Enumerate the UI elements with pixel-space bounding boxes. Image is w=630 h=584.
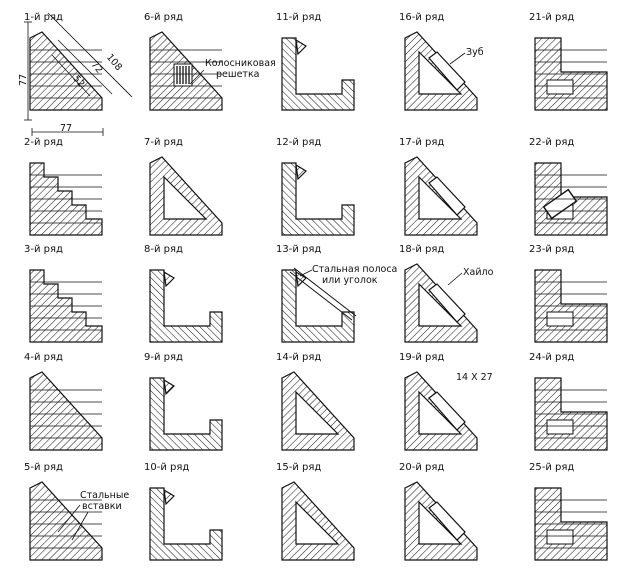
flue-opening — [547, 530, 573, 544]
row-plan — [144, 352, 222, 450]
row-plan — [144, 244, 222, 342]
row-plan — [399, 462, 477, 560]
corner-stub — [164, 490, 174, 504]
row-label: 12-й ряд — [276, 137, 322, 148]
strip-line-1: Стальная полоса — [312, 264, 398, 275]
corner-stub — [164, 272, 174, 286]
row-plan — [144, 462, 222, 560]
row-label: 11-й ряд — [276, 12, 322, 23]
row-plan — [24, 352, 102, 450]
row-label: 23-й ряд — [529, 244, 575, 255]
row-plan — [529, 462, 607, 560]
row-label: 15-й ряд — [276, 462, 322, 473]
grate-line-1: Колосниковая — [205, 58, 276, 69]
flue-opening — [547, 80, 573, 94]
row-plan — [276, 244, 356, 342]
brick-mass — [150, 270, 222, 342]
row-plan — [399, 352, 477, 450]
row-plan — [399, 137, 477, 235]
row-plan — [24, 244, 102, 342]
dim-height: 77 — [18, 73, 29, 86]
steel-strip-annotation — [312, 264, 397, 286]
row-plan — [529, 352, 607, 450]
row-label: 14-й ряд — [276, 352, 322, 363]
corner-stub — [164, 380, 174, 394]
row-label: 6-й ряд — [144, 12, 183, 23]
row-plan — [399, 244, 477, 342]
row-label: 4-й ряд — [24, 352, 63, 363]
steel-inserts-annotation — [80, 490, 129, 512]
dim-width: 77 — [60, 123, 73, 134]
row-plan — [24, 12, 105, 110]
brick-mass — [282, 482, 354, 560]
corner-stub — [296, 40, 306, 54]
row-plan — [144, 137, 222, 235]
grate-annotation — [205, 58, 276, 80]
row-label: 8-й ряд — [144, 244, 183, 255]
row-label: 3-й ряд — [24, 244, 63, 255]
row-label: 10-й ряд — [144, 462, 190, 473]
dim-diag-108: 108 — [103, 52, 125, 74]
row-label: 20-й ряд — [399, 462, 445, 473]
brick-mass — [150, 488, 222, 560]
brick-mass — [282, 372, 354, 450]
row-label: 1-й ряд — [24, 12, 63, 23]
row-plan — [529, 12, 607, 110]
row-label: 21-й ряд — [529, 12, 575, 23]
row-plan — [276, 352, 354, 450]
row-plan — [276, 137, 354, 235]
row-label: 9-й ряд — [144, 352, 183, 363]
corner-stub — [296, 165, 306, 179]
row-label: 5-й ряд — [24, 462, 63, 473]
dim-diag-52: 52 — [70, 73, 87, 90]
row-label: 24-й ряд — [529, 352, 575, 363]
grate-line-2: решетка — [216, 69, 260, 80]
row-plan — [24, 137, 102, 235]
row-label: 18-й ряд — [399, 244, 445, 255]
brick-mass — [150, 378, 222, 450]
flue-opening — [547, 420, 573, 434]
row-label: 17-й ряд — [399, 137, 445, 148]
brick-mass — [282, 163, 354, 235]
size-annotation: 14 X 27 — [456, 372, 493, 383]
inserts-line-2: вставки — [82, 501, 122, 512]
brick-mass — [150, 157, 222, 235]
row-label: 7-й ряд — [144, 137, 183, 148]
row-plan — [276, 462, 354, 560]
inserts-line-1: Стальные — [80, 490, 130, 501]
row-label: 22-й ряд — [529, 137, 575, 148]
tooth-annotation: Зуб — [466, 47, 484, 58]
throat-annotation: Хайло — [463, 267, 494, 278]
row-plan — [529, 137, 607, 235]
flue-opening — [547, 312, 573, 326]
row-plan — [399, 12, 477, 110]
strip-line-2: или уголок — [322, 275, 378, 286]
row-label: 19-й ряд — [399, 352, 445, 363]
dim-diag-72: 72 — [88, 59, 105, 76]
row-label: 16-й ряд — [399, 12, 445, 23]
row-label: 25-й ряд — [529, 462, 575, 473]
row-plan — [529, 244, 607, 342]
row-plan — [276, 12, 354, 110]
brick-mass — [282, 38, 354, 110]
row-label: 2-й ряд — [24, 137, 63, 148]
row-label: 13-й ряд — [276, 244, 322, 255]
